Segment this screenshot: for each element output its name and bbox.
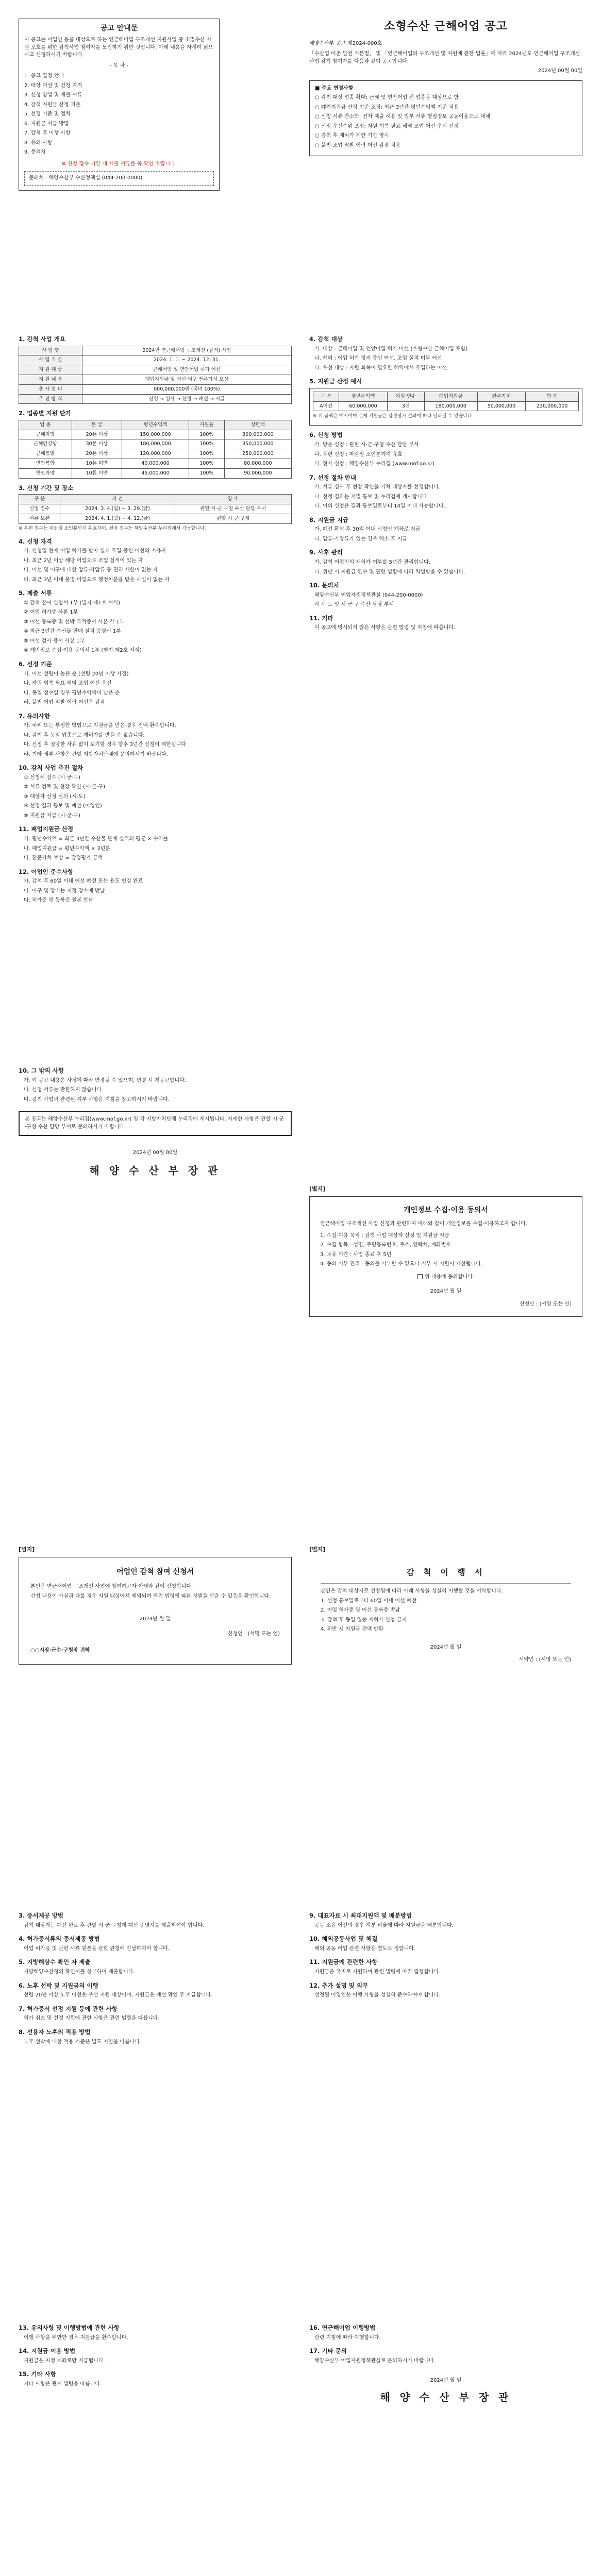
guide-red-note: ※ 신청 접수 기간 내 제출 서류를 꼭 확인 바랍니다. xyxy=(61,161,177,167)
header-date: 2024년 00월 00일 xyxy=(538,68,582,74)
toc-item: 1. 공고 일정 안내 xyxy=(24,73,64,79)
section-text: 이행 사항을 위반한 경우 지원금을 환수합니다. xyxy=(24,2334,128,2341)
section-text: 공동 소유 어선의 경우 지분 비율에 따라 지원금을 배분합니다. xyxy=(314,1922,454,1928)
table-cell: 근해자망 xyxy=(19,430,72,439)
toc-item: 9. 문의처 xyxy=(24,149,46,156)
table-row xyxy=(313,401,579,411)
table-row xyxy=(19,468,292,478)
table-cell: 폐업지원금 및 어선·어구 잔존가치 보상 xyxy=(82,375,291,384)
list-item: 가. 폐선 확인 후 30일 이내 신청인 계좌로 지급 xyxy=(314,527,421,533)
right-section-7-list xyxy=(309,484,582,511)
section-title: 11. 지원금에 관련한 사항 xyxy=(309,1958,378,1966)
section-12-title: 12. 어업인 준수사항 xyxy=(19,868,74,875)
form-1 xyxy=(309,1185,582,1317)
toc-item: 7. 감척 후 이행 사항 xyxy=(24,130,71,137)
section-title: 12. 추가 설명 및 의무 xyxy=(309,1981,369,1989)
list-item: 다. 선정 후 정당한 사유 없이 포기할 경우 향후 3년간 신청이 제한됩니다. xyxy=(24,742,188,748)
toc-item: 3. 신청 방법 및 제출 서류 xyxy=(24,92,82,98)
table-cell: 180,000,000 xyxy=(424,401,477,411)
header-block xyxy=(309,19,582,156)
form-item: 4. 동의 거부 권리 : 동의를 거부할 수 있으나 거부 시 지원이 제한됩니다. xyxy=(320,1261,483,1267)
table-cell: 10톤 미만 xyxy=(72,459,122,469)
section-text: 관련 지침에 따라 이행합니다. xyxy=(314,2334,381,2341)
section-title: 3. 증서제공 방법 xyxy=(19,1912,64,1919)
section-5-title: 5. 제출 서류 xyxy=(19,589,52,597)
table-cell: 000,000,000원 (국비 100%) xyxy=(82,384,291,394)
table-header-cell: 장 소 xyxy=(175,495,291,504)
key-change-item: ○ 폐업지원금 산정 기준 조정: 최근 3년간 평년수익액 기준 적용 xyxy=(315,104,459,110)
table-row xyxy=(19,394,292,404)
right-main-column xyxy=(309,330,582,634)
appendix-left-list xyxy=(19,1911,292,2046)
table-cell: 관할 시·군·구청 xyxy=(175,514,291,523)
section-title: 14. 지원금 이용 방법 xyxy=(19,2347,76,2355)
table-header-cell: 업 종 xyxy=(19,420,72,430)
section-text: 해외 공동 어업 관련 사항은 별도로 정합니다. xyxy=(314,1945,416,1952)
toc-item: 4. 감척 지원금 산정 기준 xyxy=(24,101,81,108)
list-item: ③ 어선 등록증 및 선박 국적증서 사본 각 1부 xyxy=(24,619,125,625)
form-3-body xyxy=(309,1557,582,1673)
list-item: 가. 평년수익액 = 최근 3년간 수산물 판매 실적의 평균 × 수익률 xyxy=(24,836,169,842)
list-item: 나. 어구 및 장비는 지정 장소에 반납 xyxy=(24,888,105,894)
last-left xyxy=(19,2318,292,2391)
last-date: 2024년 월 일 xyxy=(430,2378,462,2384)
list-item: 가. 방문 신청 : 관할 시·군·구청 수산 담당 부서 xyxy=(314,442,419,448)
form-line: 3. 감척 후 동일 업종 재허가 신청 금지 xyxy=(321,1617,407,1623)
form-1-agree xyxy=(320,1274,572,1281)
table-cell: 60,000,000 xyxy=(339,401,388,411)
table-row xyxy=(19,375,292,384)
last-right xyxy=(309,2318,582,2405)
table-row xyxy=(19,439,292,449)
form-item: 2. 수집 항목 : 성명, 주민등록번호, 주소, 연락처, 계좌번호 xyxy=(320,1242,451,1248)
form-line: 2. 어업 허가증 및 어선 등록증 반납 xyxy=(321,1607,400,1614)
table-cell: 연안복합 xyxy=(19,459,72,469)
table-cell: A어선 xyxy=(313,401,339,411)
list-item: 다. 전자 신청 : 해양수산부 누리집 (www.mof.go.kr) xyxy=(314,461,435,467)
section-title: 17. 기타 문의 xyxy=(309,2347,347,2355)
right-section-10-list xyxy=(309,592,582,609)
table-row xyxy=(19,504,292,514)
section-text: 기타 사항은 관계 법령을 따릅니다. xyxy=(24,2381,102,2387)
toc-list xyxy=(24,73,214,157)
section-3-title: 3. 신청 기간 및 장소 xyxy=(19,484,74,492)
list-item: 가. 허위 또는 부정한 방법으로 지원금을 받은 경우 전액 환수합니다. xyxy=(24,723,176,729)
list-item: 다. 감척 사업과 관련된 세부 사항은 지침을 참고하시기 바랍니다. xyxy=(24,1096,170,1103)
form-2-to: ○○시장·군수·구청장 귀하 xyxy=(30,1648,90,1654)
list-item: 가. 이 공고 내용은 사정에 따라 변경될 수 있으며, 변경 시 재공고합니다. xyxy=(24,1077,186,1083)
section-text: 선정된 어업인은 이행 사항을 성실히 준수하여야 합니다. xyxy=(314,1992,441,1998)
form-line: 본인은 감척 대상자로 선정됨에 따라 아래 사항을 성실히 이행할 것을 서약합니다. xyxy=(321,1588,503,1595)
list-item: 나. 최근 2년 이상 해당 어업으로 조업 실적이 있는 자 xyxy=(24,557,143,564)
right-section-6-list xyxy=(309,442,582,468)
right-section-10-title: 10. 문의처 xyxy=(309,582,339,589)
list-item: 해양수산부 어업자원정책관실 (044-200-0000) xyxy=(314,592,423,598)
right-section-4-list xyxy=(309,346,582,372)
table-header-cell: 지원 연수 xyxy=(387,392,424,401)
section-text: 노후 선박에 대한 적용 기준은 별도 지침을 따릅니다. xyxy=(24,2039,142,2045)
notice-guide xyxy=(19,19,220,191)
list-item: 나. 위반 시 지원금 환수 및 관련 법령에 따라 처벌받을 수 있습니다. xyxy=(314,569,465,575)
form-1-box xyxy=(309,1196,582,1317)
toc-item: 5. 선정 기준 및 절차 xyxy=(24,111,71,117)
form-1-agree-label: 위 내용에 동의합니다. xyxy=(424,1274,475,1280)
toc-item: 2. 대상 어선 및 신청 자격 xyxy=(24,82,82,89)
table-header-cell: 폐업지원금 xyxy=(424,392,477,401)
table-cell: 100% xyxy=(189,439,225,449)
table-header-cell: 톤 급 xyxy=(72,420,122,430)
table-header-cell: 지원율 xyxy=(189,420,225,430)
table-cell: 10톤 미만 xyxy=(72,468,122,478)
section-text: 어업 허가증 및 관련 서류 원본을 관할 관청에 반납하여야 합니다. xyxy=(24,1945,170,1952)
form-2-box xyxy=(19,1557,292,1665)
table-header-cell: 기 간 xyxy=(60,495,175,504)
list-item: 가. 신청일 현재 어업 허가를 받아 실제 조업 중인 어선의 소유자 xyxy=(24,548,166,554)
key-changes-title: ■ 주요 변경사항 xyxy=(315,85,354,91)
closing-boxed-note xyxy=(19,1111,292,1136)
page-title: 소형수산 근해어업 공고 xyxy=(384,20,508,33)
appendix-left xyxy=(19,1906,292,2048)
list-item: 나. 신청 서류는 반환하지 않습니다. xyxy=(24,1087,104,1093)
section-text: 감척 대상자는 폐선 완료 후 관할 시·군·구청에 폐선 증명서를 제출하여야 합니다. xyxy=(24,1922,205,1928)
section-10-list xyxy=(19,774,292,820)
last-right-list xyxy=(309,2324,582,2365)
key-change-item: ○ 신청 서류 간소화: 전자 제출 허용 및 일부 서류 행정정보 공동이용으로 대체 xyxy=(315,114,491,120)
right-section-5-note: ※ 위 금액은 예시이며 실제 지원금은 감정평가 결과에 따라 달라질 수 있습니다. xyxy=(313,414,474,419)
right-section-9-title: 9. 사후 관리 xyxy=(309,549,343,556)
toc-title: - 목 차 - xyxy=(109,62,129,69)
section-text: 허가 취소 및 선정 지원에 관한 사항은 관련 법령을 따릅니다. xyxy=(24,2015,160,2022)
table-row xyxy=(19,459,292,469)
table-row xyxy=(19,365,292,375)
table-cell: 연안자망 xyxy=(19,468,72,478)
last-left-list xyxy=(19,2324,292,2388)
right-section-11-title: 11. 기타 xyxy=(309,614,333,622)
right-section-8-list xyxy=(309,526,582,543)
form-1-title: 개인정보 수집·이용 동의서 xyxy=(404,1206,488,1214)
list-item: ⑤ 지원금 지급 (시·군·구) xyxy=(24,812,80,819)
section-1-table xyxy=(19,346,292,404)
appendix-right xyxy=(309,1906,582,2002)
form-1-sign: 신청인 : (서명 또는 인) xyxy=(519,1301,572,1307)
right-section-5-box xyxy=(309,388,582,426)
section-title: 13. 유의사항 및 이행방법에 관한 사항 xyxy=(19,2324,120,2331)
table-cell: 관할 시·군·구청 수산 담당 부서 xyxy=(175,504,291,514)
section-3-table xyxy=(19,494,292,523)
list-item: 다. 잔존가치 보상 = 감정평가 금액 xyxy=(24,855,103,861)
list-item: 가. 감척 어업인의 재허가 여부를 5년간 관리합니다. xyxy=(314,560,430,566)
form-2 xyxy=(19,1546,292,1665)
table-cell: 50,000,000 xyxy=(477,401,526,411)
list-item: ① 감척 참여 신청서 1부 (별지 제1호 서식) xyxy=(24,600,120,606)
list-item: ③ 대상자 선정 심의 (시·도) xyxy=(24,793,86,800)
section-11-list xyxy=(19,836,292,862)
table-cell: 250,000,000 xyxy=(224,449,291,459)
list-item: 다. 어선 및 어구에 대한 압류·가압류 등 권리 제한이 없는 자 xyxy=(24,567,158,573)
list-item: 다. 이의 신청은 결과 통보일로부터 14일 이내 가능합니다. xyxy=(314,503,445,510)
key-change-item: ○ 감척 후 재허가 제한 기간 명시 xyxy=(315,133,389,139)
section-6-title: 6. 선정 기준 xyxy=(19,660,52,668)
form-1-tag: [별지] xyxy=(309,1185,326,1192)
table-cell: 근해통발 xyxy=(19,449,72,459)
announce-no: 해양수산부 공고 제2024-000호 xyxy=(309,40,382,46)
right-section-6-title: 6. 신청 방법 xyxy=(309,431,343,439)
table-cell: 2024. 1. 1. ~ 2024. 12. 31. xyxy=(82,355,291,365)
table-cell: 120,000,000 xyxy=(122,449,189,459)
right-section-5-title: 5. 지원금 산정 예시 xyxy=(309,378,362,385)
key-change-item: ○ 불법 조업 적발 이력 어선 감점 적용 xyxy=(315,142,401,148)
list-item: ② 서류 검토 및 현장 확인 (시·군·구) xyxy=(24,784,106,790)
right-section-8-title: 8. 지원금 지급 xyxy=(309,516,348,523)
table-cell: 100% xyxy=(189,430,225,439)
table-cell: 2024. 3. 4.(월) ~ 3. 29.(금) xyxy=(60,504,175,514)
right-section-9-list xyxy=(309,559,582,576)
closing-title: 10. 그 밖의 사항 xyxy=(19,1067,64,1074)
notice-guide-intro: 이 공고는 어업인 등을 대상으로 하는 연근해어업 구조개선 지원사업 중 소멸수산 자원 보호를 위한 감척사업 참여자를 모집하기 위한 것입니다. 아래 내용을 자세히 읽으시고 신청하시기 바랍니다. xyxy=(24,37,213,58)
section-title: 8. 선용자 노후의 적용 방법 xyxy=(19,2028,91,2036)
form-1-date: 2024년 월 일 xyxy=(430,1289,462,1295)
closing-block xyxy=(19,1061,292,1178)
form-2-sign: 신청인 : (서명 또는 인) xyxy=(227,1631,280,1637)
key-changes-box xyxy=(309,80,582,157)
form-3-title: 감 척 이 행 서 xyxy=(406,1567,486,1577)
list-item: 가. 어선 선령이 높은 순 (선령 20년 이상 가점) xyxy=(24,671,129,677)
list-item: 이 공고에 명시되지 않은 사항은 관련 법령 및 지침에 따릅니다. xyxy=(314,625,456,631)
table-row xyxy=(19,514,292,523)
guide-contact: 문의처 : 해양수산부 수산정책실 (044-200-0000) xyxy=(24,171,214,186)
table-cell: 사 업 기 간 xyxy=(19,355,82,365)
section-title: 4. 허가증서류의 증서제공 방법 xyxy=(19,1935,100,1943)
list-item: ④ 선정 결과 통보 및 폐선 (어업인) xyxy=(24,803,102,809)
key-changes-list xyxy=(315,94,577,149)
list-item: 나. 우편 신청 : 마감일 소인분까지 유효 xyxy=(314,451,403,457)
section-text: 지원금은 지정 계좌로만 지급됩니다. xyxy=(24,2358,105,2364)
list-item: 나. 폐업지원금 = 평년수익액 × 3년분 xyxy=(24,845,110,852)
list-item: 라. 기타 세부 사항은 관할 지방자치단체에 문의하시기 바랍니다. xyxy=(24,751,168,757)
last-signer: 해 양 수 산 부 장 관 xyxy=(380,2391,512,2403)
list-item: 가. 서류 심사 후 현장 확인을 거쳐 대상자를 선정합니다. xyxy=(314,484,441,490)
list-item: 나. 제외 : 어업 허가 정지 중인 어선, 조업 실적 미달 어선 xyxy=(314,355,442,362)
table-row xyxy=(19,430,292,439)
section-4-title: 4. 신청 자격 xyxy=(19,537,52,545)
left-main-column xyxy=(19,330,292,907)
table-header-cell: 평년수익액 xyxy=(339,392,388,401)
table-cell: 사 업 명 xyxy=(19,346,82,355)
list-item: ④ 최근 3년간 수산물 판매 실적 증명서 1부 xyxy=(24,629,121,635)
table-cell: 230,000,000 xyxy=(526,401,579,411)
right-section-4-title: 4. 감척 대상 xyxy=(309,335,343,343)
table-cell: 20톤 이상 xyxy=(72,449,122,459)
table-cell: 신청 접수 xyxy=(19,504,60,514)
section-title: 15. 기타 사항 xyxy=(19,2370,56,2378)
form-2-tag: [별지] xyxy=(19,1546,35,1553)
section-text: 지원금은 국비로 지원하며 관련 법령에 따라 집행합니다. xyxy=(314,1969,441,1975)
list-item: ① 신청서 접수 (시·군·구) xyxy=(24,774,80,781)
list-item: 다. 동일 점수일 경우 평년수익액이 낮은 순 xyxy=(24,690,120,696)
list-item: 각 시·도 및 시·군·구 수산 담당 부서 xyxy=(314,602,394,608)
form-line: 1. 선정 통보일로부터 60일 이내 어선 폐선 xyxy=(321,1598,417,1604)
closing-signer: 해 양 수 산 부 장 관 xyxy=(89,1164,221,1177)
section-6-list xyxy=(19,671,292,707)
section-11-title: 11. 폐업지원금 산정 xyxy=(19,825,74,833)
table-cell: 총 사 업 비 xyxy=(19,384,82,394)
right-section-11-list xyxy=(309,624,582,632)
notice-guide-title: 공고 안내문 xyxy=(100,24,138,32)
list-item: ② 어업 허가증 사본 1부 xyxy=(24,609,78,616)
closing-boxed-text: 본 공고는 해양수산부 누리집(www.mof.go.kr) 및 각 지방자치단체 누리집에 게시됩니다. 자세한 사항은 관할 시·군·구청 수산 담당 부서로 문의하시기 바랍니다. xyxy=(25,1116,285,1130)
appendix-right-list xyxy=(309,1911,582,1999)
table-cell: 서류 보완 xyxy=(19,514,60,523)
form-3-sign: 서약인 : (서명 또는 인) xyxy=(519,1657,571,1663)
list-item: 나. 압류·가압류가 있는 경우 해소 후 지급 xyxy=(314,536,407,542)
table-cell: 추 진 방 식 xyxy=(19,394,82,404)
toc-item: 8. 유의 사항 xyxy=(24,140,53,146)
key-change-item: ○ 감척 대상 업종 확대: 근해 및 연안어업 전 업종을 대상으로 함 xyxy=(315,95,459,101)
section-10-title: 10. 감척 사업 추진 절차 xyxy=(19,764,83,772)
form-line: 4. 위반 시 지원금 전액 반환 xyxy=(321,1626,384,1633)
list-item: 나. 감척 후 동일 업종으로 재허가를 받을 수 없습니다. xyxy=(24,732,145,738)
section-7-title: 7. 유의사항 xyxy=(19,712,50,720)
right-section-5-table xyxy=(313,392,579,412)
list-item: 가. 감척 후 60일 이내 어선 폐선 또는 용도 변경 완료 xyxy=(24,878,143,885)
section-2-title: 2. 업종별 지원 단가 xyxy=(19,410,72,417)
list-item: 라. 불법 어업 적발 이력 어선은 감점 xyxy=(24,700,105,706)
form-3-tag: [별지] xyxy=(309,1546,326,1553)
list-item: 나. 선정 결과는 개별 통보 및 누리집에 게시합니다. xyxy=(314,494,429,500)
section-4-list xyxy=(19,548,292,584)
table-cell: 150,000,000 xyxy=(122,430,189,439)
table-cell: 근해안강망 xyxy=(19,439,72,449)
table-cell: 지 원 내 용 xyxy=(19,375,82,384)
form-line: 신청 내용이 사실과 다를 경우 지원 대상에서 제외되며 관련 법령에 따른 처벌을 받을 수 있음을 확인합니다. xyxy=(30,1593,271,1599)
table-cell: 근해어업 및 연안어업 허가 어선 xyxy=(82,365,291,375)
table-cell: 45,000,000 xyxy=(122,468,189,478)
table-cell: 180,000,000 xyxy=(122,439,189,449)
closing-date: 2024년 00월 00일 xyxy=(132,1150,178,1156)
table-cell: 2024. 4. 1.(월) ~ 4. 12.(금) xyxy=(60,514,175,523)
table-cell: 90,000,000 xyxy=(224,468,291,478)
section-text: 선령 20년 이상 노후 어선은 우선 지원 대상이며, 지원금은 폐선 확인 후 지급합니다. xyxy=(24,1992,213,1998)
toc-item: 6. 지원금 지급 방법 xyxy=(24,121,69,127)
form-2-date: 2024년 월 일 xyxy=(139,1616,171,1622)
form-1-items xyxy=(320,1232,572,1268)
table-cell: 350,000,000 xyxy=(224,439,291,449)
list-item: 다. 우선 대상 : 자원 회복이 필요한 해역에서 조업하는 어선 xyxy=(314,365,447,371)
table-header-cell: 상한액 xyxy=(224,420,291,430)
table-header-cell: 평년수익액 xyxy=(122,420,189,430)
list-item: 나. 자원 회복 필요 해역 조업 어선 우선 xyxy=(24,681,112,687)
table-row xyxy=(19,355,292,365)
form-2-title: 어업인 감척 참여 신청서 xyxy=(116,1567,194,1576)
section-title: 16. 연근해어업 이행방법 xyxy=(309,2324,376,2331)
list-item: ⑥ 개인정보 수집·이용 동의서 1부 (별지 제2호 서식) xyxy=(24,648,142,654)
section-12-list xyxy=(19,878,292,905)
list-item: ⑤ 어선 검사 증서 사본 1부 xyxy=(24,638,85,644)
form-item: 1. 수집·이용 목적 : 감척 사업 대상자 선정 및 지원금 지급 xyxy=(320,1232,449,1239)
table-cell: 신청 → 심사 → 선정 → 폐선 → 지급 xyxy=(82,394,291,404)
table-cell: 100% xyxy=(189,459,225,469)
list-item: 가. 대상 : 근해어업 및 연안어업 허가 어선 (소형수산 근해어업 포함) xyxy=(314,346,468,352)
section-text: 해양수산부 어업자원정책관실로 문의하시기 바랍니다. xyxy=(314,2358,436,2364)
section-1-title: 1. 감척 사업 개요 xyxy=(19,335,66,343)
section-title: 9. 대표자료 시 최대지원액 및 배분방법 xyxy=(309,1912,412,1919)
table-cell: 80,000,000 xyxy=(224,459,291,469)
table-header-cell: 구 분 xyxy=(313,392,339,401)
table-cell: 300,000,000 xyxy=(224,430,291,439)
key-change-item: ○ 선정 우선순위 조정: 자원 회복 필요 해역 조업 어선 우선 선정 xyxy=(315,123,459,129)
agree-checkbox[interactable] xyxy=(417,1274,423,1279)
section-7-list xyxy=(19,722,292,758)
section-title: 10. 해외공동사업 및 체결 xyxy=(309,1935,378,1943)
header-lead: 「수산업·어촌 발전 기본법」 및 「연근해어업의 구조개선 및 지원에 관한 법률」에 따라 2024년도 연근해어업 구조개선사업 감척 참여자를 다음과 같이 공고합니다. xyxy=(309,51,580,64)
list-item: 다. 허가증 및 등록증 원본 반납 xyxy=(24,897,93,904)
section-3-note: ※ 우편 접수는 마감일 소인분까지 유효하며, 전자 접수는 해양수산부 누리집에서 가능합니다. xyxy=(19,526,206,531)
table-cell: 100% xyxy=(189,449,225,459)
section-2-table xyxy=(19,420,292,479)
form-line: 본인은 연근해어업 구조개선 사업에 참여하고자 아래와 같이 신청합니다. xyxy=(30,1584,193,1590)
form-3 xyxy=(309,1546,582,1673)
table-cell: 20톤 이상 xyxy=(72,430,122,439)
table-row xyxy=(19,346,292,355)
form-item: 3. 보유 기간 : 사업 종료 후 5년 xyxy=(320,1251,392,1258)
right-section-7-title: 7. 선정 절차 안내 xyxy=(309,473,357,481)
notice-guide-box xyxy=(19,19,220,191)
table-cell: 2024년 연근해어업 구조개선 (감척) 사업 xyxy=(82,346,291,355)
table-cell: 40,000,000 xyxy=(122,459,189,469)
section-text: 지방해양수산청의 확인서를 첨부하여 제출합니다. xyxy=(24,1969,135,1975)
table-header-cell: 잔존가치 xyxy=(477,392,526,401)
table-row xyxy=(19,384,292,394)
section-title: 7. 허가증서 선정 지원 등에 관한 사항 xyxy=(19,2005,118,2012)
table-header-cell: 합 계 xyxy=(526,392,579,401)
table-header-cell: 구 분 xyxy=(19,495,60,504)
form-1-intro: 연근해어업 구조개선 사업 신청과 관련하여 아래와 같이 개인정보를 수집·이용하고자 합니다. xyxy=(320,1221,528,1227)
table-cell: 3년 xyxy=(387,401,424,411)
list-item: 라. 최근 3년 이내 불법 어업으로 행정처분을 받은 사실이 없는 자 xyxy=(24,577,170,583)
section-title: 6. 노후 선박 및 지원금의 이행 xyxy=(19,1981,98,1989)
section-5-list xyxy=(19,600,292,655)
form-3-lines xyxy=(321,1588,571,1634)
table-cell: 100% xyxy=(189,468,225,478)
table-row xyxy=(19,449,292,459)
section-title: 5. 지방해상수 확인 자 제출 xyxy=(19,1958,91,1966)
form-3-date: 2024년 월 일 xyxy=(430,1644,462,1650)
form-2-lines xyxy=(30,1583,280,1600)
table-cell: 30톤 이상 xyxy=(72,439,122,449)
table-cell: 지 원 대 상 xyxy=(19,365,82,375)
closing-list xyxy=(19,1077,292,1104)
